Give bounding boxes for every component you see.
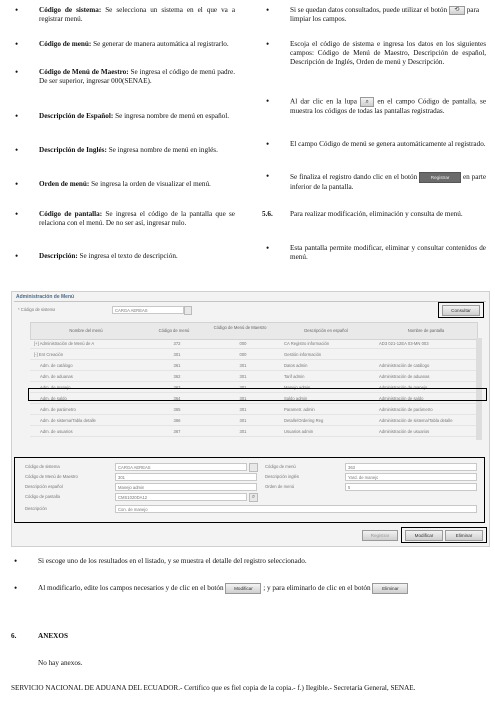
field-term: Código de Menú de Maestro:: [39, 68, 129, 76]
clear-button-icon: ⟲: [449, 6, 465, 15]
col-header-master-code: Código de Menú de Maestro: [213, 325, 267, 330]
form-spanish-desc-field[interactable]: Manejo admin: [115, 483, 257, 491]
section-5-6-bullet: • Esta pantalla permite modificar, eliminar y consultar contenidos de menú.: [290, 244, 486, 262]
table-cell: 301: [239, 429, 247, 434]
table-cell: 364: [173, 396, 181, 401]
right-bullet-3: • Al dar clic en la lupa ⌕ en el campo Código de pantalla, se muestra los códigos de todas las pantallas registradas.: [290, 97, 486, 116]
table-cell: Parametr. admin: [284, 407, 315, 412]
system-select[interactable]: CARGA AEREAS: [112, 306, 184, 314]
register-inline-button: Registrar: [419, 172, 461, 183]
screen-search-icon[interactable]: ⌕: [249, 493, 258, 502]
left-bullet-item: [39, 68, 235, 86]
anexos-text: No hay anexos.: [38, 659, 83, 667]
table-cell: Adm. de sistema/Tabla detalle: [40, 418, 96, 423]
field-term: Descripción de Español:: [39, 112, 114, 120]
register-button[interactable]: Registrar: [362, 530, 398, 541]
selected-row-highlight: [28, 388, 487, 401]
delete-button[interactable]: Eliminar: [445, 530, 483, 541]
field-description: Se selecciona un sistema en el que va a registrar menú.: [39, 6, 236, 23]
table-cell: AD3 021-12EA 03-MN 003: [379, 341, 429, 346]
table-cell: Adm. de aduanas: [40, 374, 73, 379]
table-cell: Administración de manejo: [379, 385, 428, 390]
table-cell: 362: [173, 374, 181, 379]
form-system-field[interactable]: CARGA AEREAS: [115, 463, 247, 471]
table-cell: 301: [173, 352, 181, 357]
table-header: [30, 322, 478, 340]
table-cell: CA Registro información: [284, 341, 330, 346]
table-row[interactable]: [30, 427, 476, 437]
screen-title: Administración de Menú: [16, 294, 75, 300]
table-cell: 361: [173, 363, 181, 368]
modify-button[interactable]: Modificar: [405, 530, 443, 541]
table-row[interactable]: [30, 372, 476, 382]
table-cell: [+] Administración de Menú de A: [34, 341, 95, 346]
right-bullet-4: • El campo Código de menú se genera automáticamente al registrado.: [290, 140, 486, 149]
system-label: * Código de sistema: [18, 307, 56, 312]
table-cell: Administración de catálogo: [379, 363, 430, 368]
table-cell: Administración de sistema/Tabla detalle: [379, 418, 453, 423]
table-cell: 000: [239, 352, 247, 357]
left-bullet-item: [39, 112, 235, 121]
left-bullet-item: [39, 6, 235, 24]
table-row[interactable]: [30, 350, 476, 360]
table-cell: 000: [239, 341, 247, 346]
table-cell: Administración de aduanas: [379, 374, 430, 379]
section-5-6-number: 5.6.: [262, 210, 273, 218]
table-cell: Gestión información: [284, 352, 322, 357]
col-header-menu-code: Código de menú: [158, 328, 190, 333]
field-description: Se ingresa nombre de menú en español.: [115, 112, 230, 120]
table-cell: 301: [239, 374, 247, 379]
right-bullet-2: • Escoja el código de sistema e ingresa los datos en los siguientes campos: Código de Menú de Maestro, Descripción de español, Descripción de Inglés, Orden de menú y Descripción.: [290, 40, 486, 67]
table-cell: Saldo admin: [284, 396, 308, 401]
table-row[interactable]: [30, 339, 476, 349]
left-bullet-item: [39, 146, 235, 155]
table-cell: 372: [173, 341, 181, 346]
chevron-down-icon[interactable]: [184, 306, 192, 315]
table-cell: Administración de usuarios: [379, 429, 430, 434]
table-cell: Datos admin: [284, 363, 308, 368]
table-cell: Adm. de saldo: [40, 396, 67, 401]
right-bullet-5: • Se finaliza el registro dando clic en el botón Registrar en parte inferior de la pantalla.: [290, 172, 486, 192]
table-cell: 363: [173, 385, 181, 390]
field-description: Se ingresa el código de menú padre. De ser superior, ingresar 000(SENAE).: [39, 68, 236, 85]
left-bullet-item: [39, 180, 235, 189]
action-buttons-highlight: [401, 527, 487, 543]
form-master-code-field[interactable]: 301: [115, 473, 257, 481]
chevron-down-icon[interactable]: [249, 463, 258, 472]
anexos-title: ANEXOS: [38, 632, 68, 640]
table-cell: Manejo admin: [284, 385, 311, 390]
form-description-field[interactable]: Con. de manejo: [115, 505, 477, 513]
field-term: Descripción de Inglés:: [39, 146, 107, 154]
menu-admin-screenshot: [11, 291, 490, 547]
consult-button[interactable]: Consultar: [442, 305, 480, 316]
table-cell: Adm. de catálogo: [40, 363, 73, 368]
field-term: Código de pantalla:: [39, 210, 103, 218]
right-bullet-1: • Si se quedan datos consultados, puede utilizar el botón ⟲ para limpiar los campos.: [290, 6, 486, 24]
form-english-desc-field[interactable]: Yard. de manejo: [345, 473, 477, 481]
field-description: Se ingresa el código de la pantalla que se relaciona con el menú. De no ser así, ingresar nulo.: [39, 210, 236, 227]
left-bullet-item: [39, 252, 235, 261]
delete-inline-button: Eliminar: [372, 583, 408, 594]
table-cell: Adm. de usuarios: [40, 429, 73, 434]
field-description: Se ingresa el texto de descripción.: [79, 252, 178, 260]
form-screen-code-field[interactable]: CMS1020DA12: [115, 493, 247, 501]
table-cell: Adm. de manejo: [40, 385, 71, 390]
field-description: Se ingresa nombre de menú en inglés.: [108, 146, 218, 154]
field-term: Descripción:: [39, 252, 78, 260]
form-menu-code-field[interactable]: 363: [345, 463, 477, 471]
table-cell: Tarif admin: [284, 374, 305, 379]
magnifier-icon: ⌕: [360, 97, 374, 107]
table-cell: Administración de parámetro: [379, 407, 433, 412]
table-cell: 301: [239, 385, 247, 390]
detail-form: Código de sistema CARGA AEREAS Código de Menú de Maestro 301 Descripción español Manejo admin Código de pantalla CMS1020DA12 ⌕ Descripción Con. de manejo Código de menú 363 Descripción inglés Yard. de manejo Orden de menú 5: [14, 457, 485, 523]
table-cell: 301: [239, 418, 247, 423]
col-header-spanish-desc: Descripción en español: [304, 328, 348, 333]
table-cell: Usuarios admin: [284, 429, 314, 434]
modify-inline-button: Modificar: [225, 583, 261, 594]
col-header-menu-name: Nombre del menú: [69, 328, 103, 333]
table-row[interactable]: [30, 416, 476, 426]
table-cell: Detalle/Ordering Reg: [284, 418, 324, 423]
field-description: Se generar de manera automática al registrarlo.: [93, 40, 229, 48]
table-cell: 365: [173, 407, 181, 412]
table-cell: 367: [173, 429, 181, 434]
after-bullet-2: • Al modificarlo, edite los campos necesarios y de clic en el botón Modificar ; y para eliminarlo de clic en el botón Eliminar: [38, 582, 488, 594]
left-bullet-item: [39, 40, 235, 49]
table-row[interactable]: [30, 361, 476, 371]
anexos-number: 6.: [11, 632, 17, 640]
after-bullet-1: • Si escoge uno de los resultados en el listado, y se muestra el detalle del registro seleccionado.: [38, 557, 488, 566]
table-cell: [-] Ent Creación: [34, 352, 64, 357]
section-5-6-text: Para realizar modificación, eliminación y consulta de menú.: [290, 210, 463, 218]
field-term: Código de menú:: [39, 40, 92, 48]
table-cell: 301: [239, 407, 247, 412]
table-cell: 301: [239, 363, 247, 368]
field-term: Orden de menú:: [39, 180, 90, 188]
consult-highlight: [438, 302, 484, 318]
col-header-screen-name: Nombre de pantalla: [407, 328, 445, 333]
table-cell: 301: [239, 396, 247, 401]
footer-certification: SERVICIO NACIONAL DE ADUANA DEL ECUADOR.- Certifico que es fiel copia de la copia.- f.) Ilegible.- Secretaría General, SENAE.: [11, 684, 416, 692]
field-description: Se ingresa la orden de visualizar el menú.: [91, 180, 211, 188]
form-order-field[interactable]: 5: [345, 483, 477, 491]
field-term: Código de sistema:: [39, 6, 102, 14]
table-row[interactable]: [30, 405, 476, 415]
table-cell: 366: [173, 418, 181, 423]
left-bullet-item: [39, 210, 235, 228]
table-cell: Administración de saldo: [379, 396, 424, 401]
table-cell: Adm. de parámetro: [40, 407, 76, 412]
